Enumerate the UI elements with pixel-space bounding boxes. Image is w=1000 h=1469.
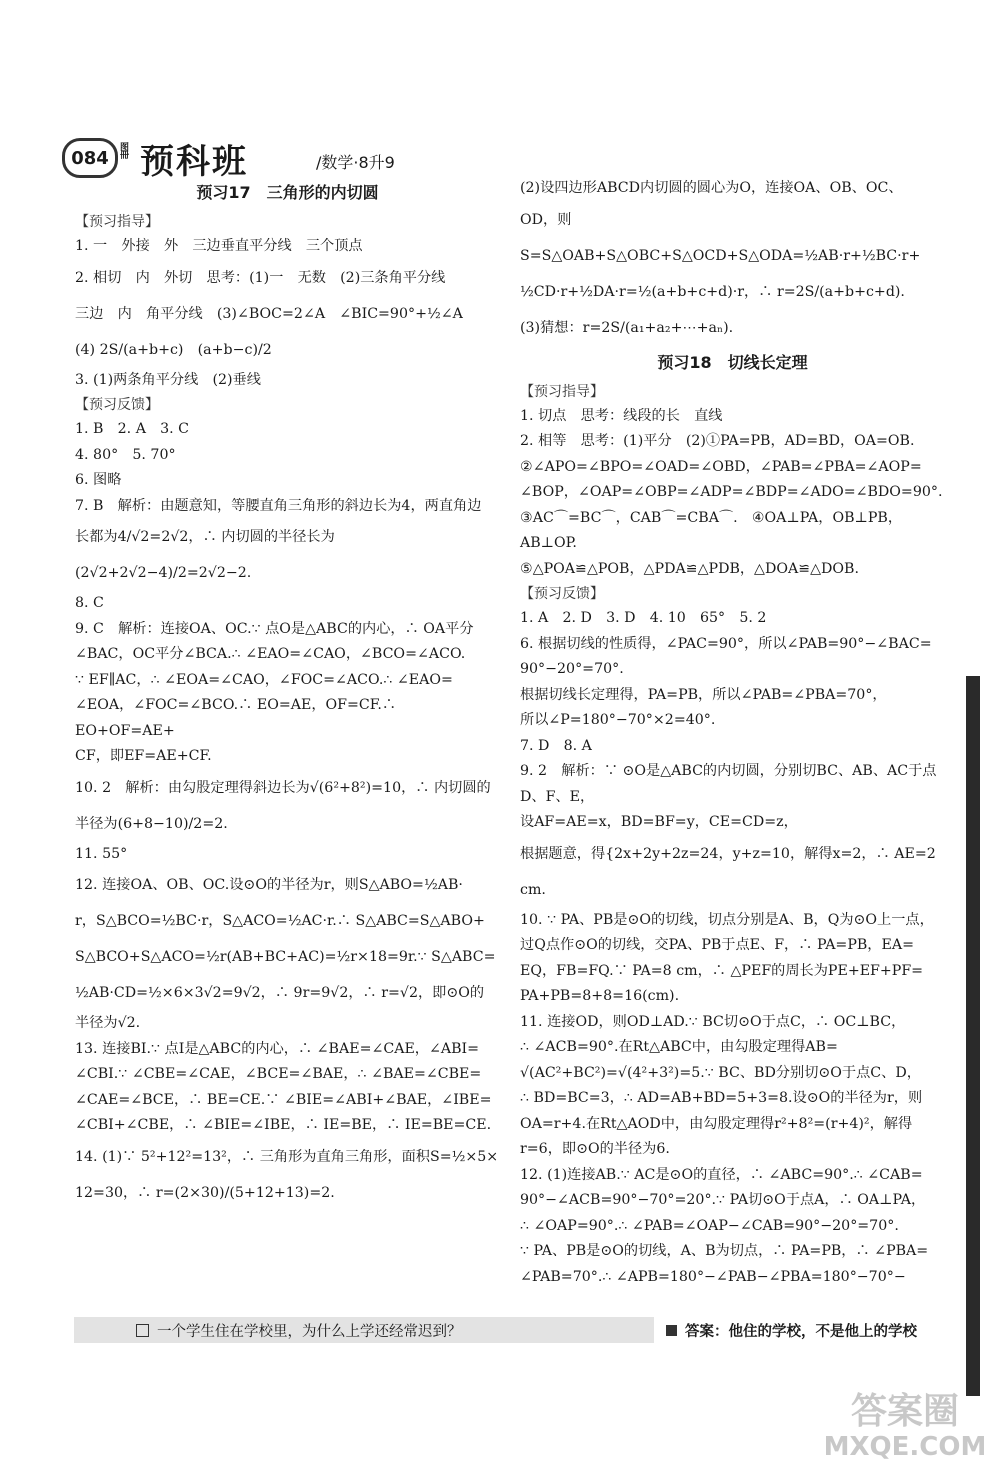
answer-line: 所以∠P=180°−70°×2=40°. bbox=[520, 712, 716, 728]
answer-line: ½CD·r+½DA·r=½(a+b+c+d)·r，∴ r=2S/(a+b+c+d). bbox=[520, 283, 905, 300]
answer-line: EQ，FB=FQ.∵ PA=8 cm，∴ △PEF的周长为PE+EF+PF= bbox=[520, 962, 924, 979]
answer-line: 1. 一 外接 外 三边垂直平分线 三个顶点 bbox=[75, 238, 363, 254]
answer-line: 7. B 解析：由题意知，等腰直角三角形的斜边长为4，两直角边 bbox=[75, 497, 482, 514]
answer-line: 3. (1)两条角平分线 (2)垂线 bbox=[75, 371, 261, 388]
answer-line: PA+PB=8+8=16(cm). bbox=[520, 988, 680, 1004]
answer-line: 11. 连接OD，则OD⊥AD.∵ BC切⊙O于点C，∴ OC⊥BC， bbox=[520, 1013, 906, 1030]
answer-line: 半径为√2. bbox=[75, 1015, 141, 1031]
answer-line: D、F、E， bbox=[520, 788, 595, 805]
answer-line: CF，即EF=AE+CF. bbox=[75, 748, 212, 764]
answer-line: 6. 根据切线的性质得，∠PAC=90°，所以∠PAB=90°−∠BAC= bbox=[520, 635, 932, 652]
answer-line: 10. ∵ PA、PB是⊙O的切线，切点分别是A、B，Q为⊙O上一点， bbox=[520, 911, 934, 928]
answer-line: 半径为(6+8−10)/2=2. bbox=[75, 815, 228, 832]
answer-line: ∠EOA，∠FOC=∠BCO.∴ EO=AE，OF=CF.∴ EO+OF=AE+ bbox=[75, 697, 401, 739]
answer-line: ∴ ∠ACB=90°.在Rt△ABC中，由勾股定理得AB= bbox=[520, 1039, 838, 1055]
page-number: 084 bbox=[62, 138, 118, 178]
answer-line: r，S△BCO=½BC·r，S△ACO=½AC·r.∴ S△ABC=S△ABO+ bbox=[75, 913, 485, 929]
guide-tag: 【预习指导】 bbox=[75, 214, 159, 230]
answer-line: 90°−∠ACB=90°−70°=20°.∵ PA切⊙O于点A，∴ OA⊥PA， bbox=[520, 1192, 926, 1208]
answer-line: 1. B 2. A 3. C bbox=[75, 421, 190, 437]
answer-line: ∠CBI.∵ ∠CBE=∠CAE，∠BCE=∠BAE，∴ ∠BAE=∠CBE= bbox=[75, 1066, 482, 1082]
page-edge-bar bbox=[966, 676, 980, 1396]
answer-line: OD，则S=S△OAB+S△OBC+S△OCD+S△ODA=½AB·r+½BC·r+ bbox=[520, 211, 921, 264]
answer-line: (4) 2S/(a+b+c) (a+b−c)/2 bbox=[75, 341, 272, 358]
section-17-title: 预习17 三角形的内切圆 bbox=[196, 183, 379, 202]
answer-line: ∠BOP，∠OAP=∠OBP=∠ADP=∠BDP=∠ADO=∠BDO=90°. bbox=[520, 484, 943, 500]
answer-line: S△BCO+S△ACO=½r(AB+BC+AC)=½r×18=9r.∵ S△ABC= bbox=[75, 949, 496, 965]
answer-line: r=6，即⊙O的半径为6. bbox=[520, 1141, 670, 1157]
watermark-line-2: MXQE.COM bbox=[823, 1432, 987, 1462]
guide-tag: 【预习指导】 bbox=[520, 383, 604, 400]
answer-line: 设AF=AE=x，BD=BF=y，CE=CD=z， bbox=[520, 814, 798, 830]
riddle-answer-block bbox=[666, 1320, 917, 1341]
answer-line: ∵ PA、PB是⊙O的切线，A、B为切点，∴ PA=PB，∴ ∠PBA= bbox=[520, 1243, 929, 1259]
answer-line: ∴ BD=BC=3，∴ AD=AB+BD=5+3=8.设⊙O的半径为r，则 bbox=[520, 1090, 923, 1106]
answer-line: ∠PAB=70°.∴ ∠APB=180°−∠PAB−∠PBA=180°−70°− bbox=[520, 1268, 906, 1285]
answer-line: ½AB·CD=½×6×3√2=9√2，∴ 9r=9√2，∴ r=√2，即⊙O的 bbox=[75, 985, 485, 1001]
answer-line: 12. (1)连接AB.∵ AC是⊙O的直径，∴ ∠ABC=90°.∴ ∠CAB= bbox=[520, 1166, 923, 1183]
checkbox-icon bbox=[136, 1324, 149, 1337]
answer-line: (3)猜想：r=2S/(a₁+a₂+⋯+aₙ). bbox=[520, 319, 734, 336]
answer-line: 11. 55° bbox=[75, 845, 128, 862]
page-footer bbox=[74, 1316, 944, 1344]
answer-line: (2)设四边形ABCD内切圆的圆心为O，连接OA、OB、OC、 bbox=[520, 180, 903, 196]
answer-line: 2. 相切 内 外切 思考：(1)一 无数 (2)三条角平分线 bbox=[75, 269, 446, 286]
answer-line: 根据切线长定理得，PA=PB，所以∠PAB=∠PBA=70°， bbox=[520, 686, 887, 703]
answer-line: ③AC⌒=BC⌒，CAB⌒=CBA⌒. ④OA⊥PA，OB⊥PB，AB⊥OP. bbox=[520, 509, 903, 551]
feedback-tag: 【预习反馈】 bbox=[75, 397, 159, 413]
answer-line: ∴ ∠OAP=90°.∴ ∠PAB=∠OAP−∠CAB=90°−20°=70°. bbox=[520, 1217, 899, 1234]
brand-title: 预科班 bbox=[140, 142, 248, 182]
answer-line: 2. 相等 思考：(1)平分 (2)①PA=PB，AD=BD，OA=OB. bbox=[520, 433, 915, 449]
answer-line: 根据题意，得{2x+2y+2z=24，y+z=10，解得x=2，∴ AE=2 cm. bbox=[520, 845, 941, 898]
feedback-tag: 【预习反馈】 bbox=[520, 586, 604, 602]
answer-line: ②∠APO=∠BPO=∠OAD=∠OBD，∠PAB=∠PBA=∠AOP= bbox=[520, 458, 922, 475]
answer-line: 12=30，∴ r=(2×30)/(5+12+13)=2. bbox=[75, 1184, 335, 1201]
answer-line: 10. 2 解析：由勾股定理得斜边长为√(6²+8²)=10，∴ 内切圆的 bbox=[75, 779, 491, 796]
riddle-question-bar bbox=[74, 1317, 654, 1343]
answer-line: 14. (1)∵ 5²+12²=13²，∴ 三角形为直角三角形，面积S=½×5× bbox=[75, 1148, 499, 1165]
answer-line: 13. 连接BI.∵ 点I是△ABC的内心，∴ ∠BAE=∠CAE，∠ABI= bbox=[75, 1040, 480, 1057]
answer-line: 8. C bbox=[75, 595, 104, 611]
answer-line: 三边 内 角平分线 (3)∠BOC=2∠A ∠BIC=90°+½∠A bbox=[75, 305, 463, 322]
section-18-title: 预习18 切线长定理 bbox=[657, 352, 808, 372]
answer-line: ∵ EF∥AC，∴ ∠EOA=∠CAO，∠FOC=∠ACO.∴ ∠EAO= bbox=[75, 671, 453, 688]
answer-line: 9. 2 解析：∵ ⊙O是△ABC的内切圆，分别切BC、AB、AC于点 bbox=[520, 763, 937, 779]
square-bullet-icon bbox=[666, 1325, 677, 1336]
answer-line: ∠CBI+∠CBE，∴ ∠BIE=∠IBE，∴ IE=BE，∴ IE=BE=CE. bbox=[75, 1117, 492, 1133]
answer-line: 4. 80° 5. 70° bbox=[75, 446, 176, 463]
answer-line: 1. A 2. D 3. D 4. 10 65° 5. 2 bbox=[520, 610, 767, 626]
brand-mark: 图 冊 bbox=[120, 143, 130, 161]
answer-line: √(AC²+BC²)=√(4²+3²)=5.∵ BC、BD分别切⊙O于点C、D， bbox=[520, 1064, 921, 1081]
answer-line: ∠BAC，OC平分∠BCA.∴ ∠EAO=∠CAO，∠BCO=∠ACO. bbox=[75, 646, 466, 662]
answer-line: 9. C 解析：连接OA、OC.∵ 点O是△ABC的内心，∴ OA平分 bbox=[75, 620, 474, 637]
riddle-answer: 答案：他住的学校，不是他上的学校 bbox=[685, 1323, 917, 1340]
answer-line: 12. 连接OA、OB、OC.设⊙O的半径为r，则S△ABO=½AB· bbox=[75, 877, 463, 893]
answer-line: 7. D 8. A bbox=[520, 737, 592, 754]
answer-line: 6. 图略 bbox=[75, 472, 122, 488]
left-column bbox=[75, 176, 500, 1211]
answer-line: 长都为4/√2=2√2，∴ 内切圆的半径长为(2√2+2√2−4)/2=2√2−2. bbox=[75, 529, 335, 581]
answer-line: ⑤△POA≌△POB，△PDA≌△PDB，△DOA≌△DOB. bbox=[520, 560, 859, 577]
answer-line: ∠CAE=∠BCE，∴ BE=CE.∵ ∠BIE=∠ABI+∠BAE，∠IBE= bbox=[75, 1091, 492, 1108]
watermark-logo bbox=[820, 1392, 990, 1462]
answer-line: 90°−20°=70°. bbox=[520, 661, 624, 677]
subject-label: /数学·8升9 bbox=[316, 153, 395, 172]
answer-line: OA=r+4.在Rt△AOD中，由勾股定理得r²+8²=(r+4)²，解得 bbox=[520, 1115, 913, 1132]
riddle-question: 一个学生住在学校里，为什么上学还经常迟到？ bbox=[157, 1323, 462, 1340]
answer-line: 过Q点作⊙O的切线，交PA、PB于点E、F，∴ PA=PB，EA= bbox=[520, 937, 914, 953]
page-header bbox=[62, 132, 502, 182]
answer-line: 1. 切点 思考：线段的长 直线 bbox=[520, 407, 723, 424]
right-column bbox=[520, 176, 945, 1290]
watermark-line-1: 答案圈 bbox=[850, 1391, 959, 1432]
